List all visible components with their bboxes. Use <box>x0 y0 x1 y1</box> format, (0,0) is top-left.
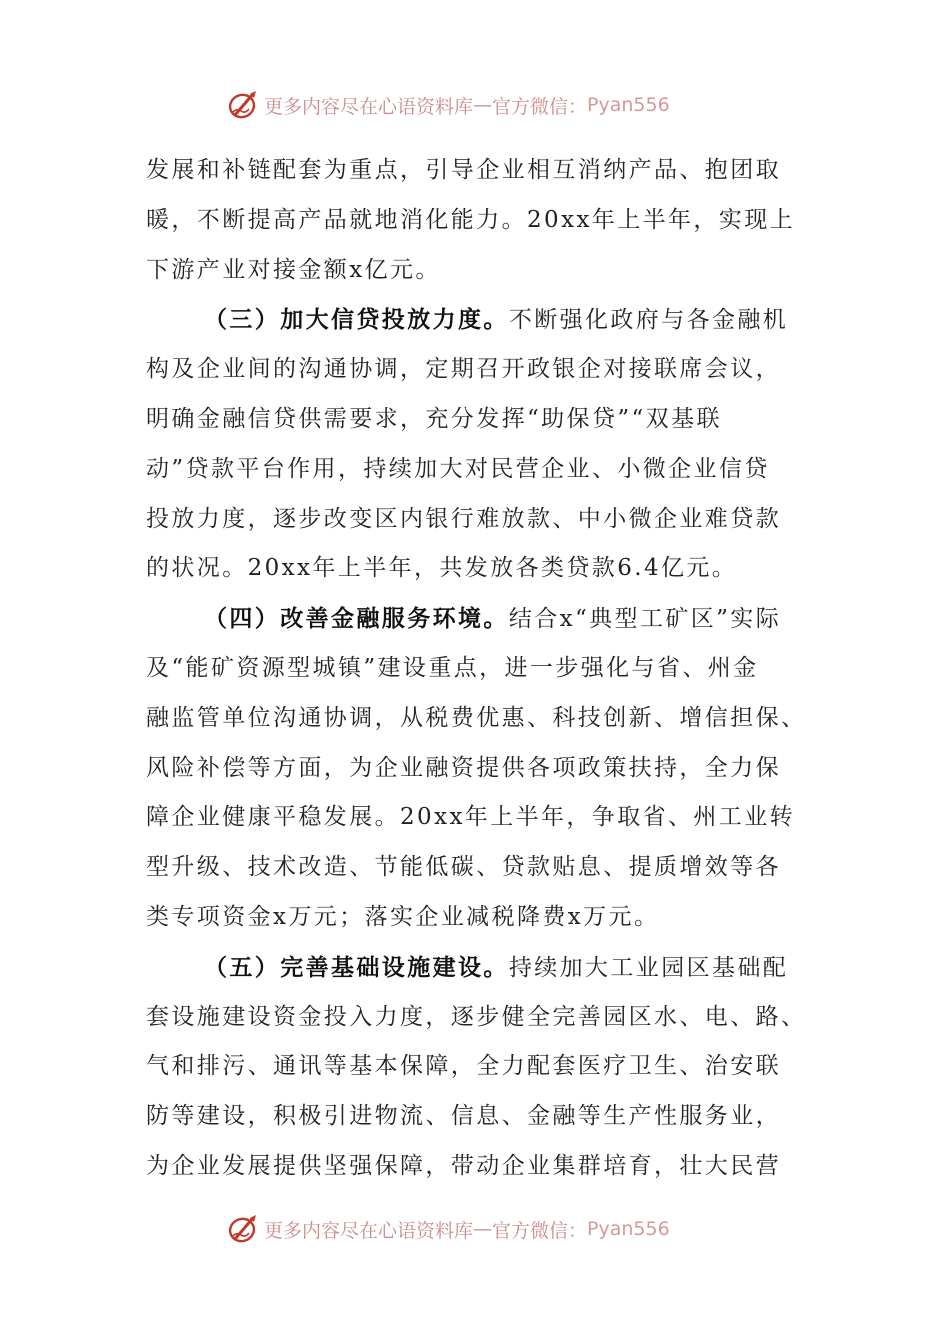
banner-separator: — <box>473 94 493 116</box>
text-line <box>146 196 806 246</box>
line-text: 的状况。20xx年上半年，共发放各类贷款6.4亿元。 <box>146 555 738 582</box>
section-heading-line <box>146 594 806 644</box>
line-text: 及“能矿资源型城镇”建设重点，进一步强化与省、州金 <box>146 654 759 681</box>
line-text: 风险补偿等方面，为企业融资提供各项政策扶持，全力保 <box>146 754 781 781</box>
banner-wechat-id: Pyan556 <box>587 94 670 116</box>
text-line <box>146 744 806 794</box>
text-line <box>146 843 806 893</box>
line-text: 下游产业对接金额x亿元。 <box>146 256 441 283</box>
line-text: 动”贷款平台作用，持续加大对民营企业、小微企业信贷 <box>146 455 770 482</box>
text-line <box>146 544 806 594</box>
banner-title: 更多内容尽在心语资料库 <box>264 95 474 118</box>
text-line <box>146 395 806 445</box>
text-line <box>146 1042 806 1092</box>
line-text: 持续加大工业园区基础配 <box>508 954 789 981</box>
line-text: 发展和补链配套为重点，引导企业相互消纳产品、抱团取 <box>146 157 781 183</box>
text-line <box>146 694 806 744</box>
text-line <box>146 1092 806 1142</box>
banner-subtitle: 官方微信： <box>492 1219 588 1242</box>
banner-wechat-id: Pyan556 <box>587 1218 670 1240</box>
text-line <box>146 345 806 395</box>
section-heading: （五）完善基础设施建设。 <box>204 953 509 981</box>
pen-logo-icon <box>226 88 260 122</box>
banner-title: 更多内容尽在心语资料库 <box>264 1219 474 1242</box>
line-text: 结合x“典型工矿区”实际 <box>508 606 782 633</box>
banner-separator: — <box>473 1218 493 1240</box>
text-line <box>146 445 806 495</box>
line-text: 暖，不断提高产品就地消化能力。20xx年上半年，实现上 <box>146 206 796 233</box>
document-body <box>146 146 806 1192</box>
section-heading-line <box>146 295 806 345</box>
text-line <box>146 893 806 943</box>
text-line <box>146 246 806 296</box>
line-text: 投放力度，逐步改变区内银行难放款、中小微企业难贷款 <box>146 505 781 532</box>
line-text: 型升级、技术改造、节能低碳、贷款贴息、提质增效等各 <box>146 854 781 881</box>
line-text: 不断强化政府与各金融机 <box>508 307 789 334</box>
header-watermark-banner <box>226 88 670 122</box>
section-heading: （四）改善金融服务环境。 <box>204 605 509 633</box>
line-text: 类专项资金x万元；落实企业减税降费x万元。 <box>146 903 660 930</box>
line-text: 防等建设，积极引进物流、信息、金融等生产性服务业， <box>146 1103 781 1130</box>
text-line <box>146 793 806 843</box>
text-line <box>146 993 806 1043</box>
pen-logo-icon <box>226 1212 260 1246</box>
banner-subtitle: 官方微信： <box>492 95 588 118</box>
footer-watermark-banner <box>226 1212 670 1246</box>
line-text: 障企业健康平稳发展。20xx年上半年，争取省、州工业转 <box>146 804 796 831</box>
line-text: 明确金融信贷供需要求，充分发挥“助保贷”“双基联 <box>146 405 722 432</box>
text-line <box>146 644 806 694</box>
line-text: 构及企业间的沟通协调，定期召开政银企对接联席会议， <box>146 356 781 383</box>
section-heading-line <box>146 943 806 993</box>
text-line <box>146 146 806 196</box>
line-text: 气和排污、通讯等基本保障，全力配套医疗卫生、治安联 <box>146 1053 781 1080</box>
section-heading: （三）加大信贷投放力度。 <box>204 306 509 334</box>
line-text: 为企业发展提供坚强保障，带动企业集群培育，壮大民营 <box>146 1152 781 1179</box>
text-line <box>146 1142 806 1192</box>
line-text: 融监管单位沟通协调，从税费优惠、科技创新、增信担保、 <box>146 704 807 731</box>
text-line <box>146 495 806 545</box>
line-text: 套设施建设资金投入力度，逐步健全完善园区水、电、路、 <box>146 1003 807 1030</box>
